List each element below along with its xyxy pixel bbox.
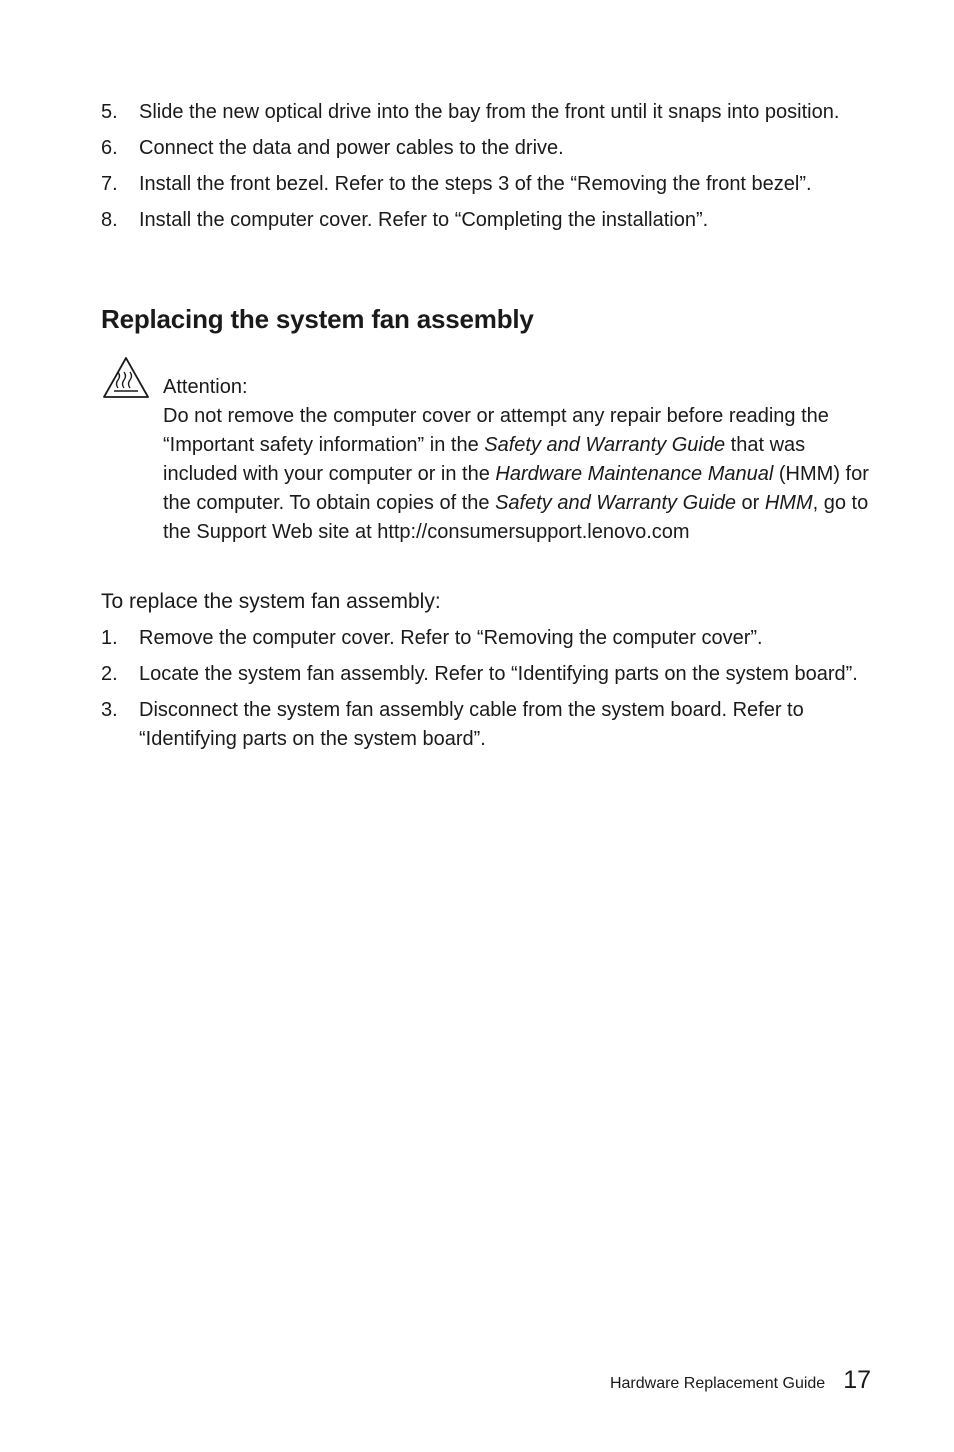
- step-text: Install the front bezel. Refer to the steps 3 of the “Removing the front bezel”.: [139, 173, 812, 195]
- list-item: [101, 660, 881, 689]
- attention-text: (HMM) for the computer. To obtain copies of the: [163, 463, 869, 514]
- step-number: 8.: [101, 209, 118, 231]
- step-text: Install the computer cover. Refer to “Completing the installation”.: [139, 209, 709, 231]
- attention-text: that was included with your computer or in the: [163, 434, 806, 485]
- step-text: Locate the system fan assembly. Refer to “Identifying parts on the system board”.: [139, 663, 858, 685]
- list-item: [101, 170, 881, 199]
- attention-text: Do not remove the computer cover or attempt any repair before reading the “Important safety information” in the: [163, 405, 829, 456]
- procedure-steps-list: [101, 624, 881, 761]
- list-item: [101, 134, 881, 163]
- list-item: [101, 624, 881, 653]
- guide-title: Safety and Warranty Guide: [495, 492, 736, 514]
- attention-label: Attention:: [163, 376, 248, 398]
- page-footer: [610, 1366, 871, 1395]
- hot-surface-warning-icon: [102, 356, 150, 400]
- attention-body: [163, 402, 883, 547]
- step-number: 7.: [101, 173, 118, 195]
- step-text: Disconnect the system fan assembly cable from the system board. Refer to “Identifying parts on the system board”.: [139, 699, 804, 750]
- attention-text: or: [735, 492, 765, 514]
- list-item: [101, 696, 881, 754]
- list-item: [101, 98, 881, 127]
- attention-notice: [163, 373, 883, 547]
- step-number: 1.: [101, 627, 118, 649]
- step-text: Connect the data and power cables to the drive.: [139, 137, 564, 159]
- guide-title: Safety and Warranty Guide: [484, 434, 726, 456]
- page-number: 17: [843, 1366, 871, 1394]
- step-number: 6.: [101, 137, 118, 159]
- section-title: Replacing the system fan assembly: [101, 304, 534, 334]
- step-text: Slide the new optical drive into the bay from the front until it snaps into position.: [139, 101, 840, 123]
- step-number: 2.: [101, 663, 118, 685]
- manual-title: Hardware Maintenance Manual: [495, 463, 774, 485]
- attention-text: , go to the Support Web site at http://consumersupport.lenovo.com: [163, 492, 869, 543]
- step-number: 3.: [101, 699, 118, 721]
- step-number: 5.: [101, 101, 118, 123]
- list-item: [101, 206, 881, 235]
- manual-abbreviation: HMM: [764, 492, 813, 514]
- previous-steps-list: [101, 98, 881, 242]
- step-text: Remove the computer cover. Refer to “Removing the computer cover”.: [139, 627, 763, 649]
- procedure-title: To replace the system fan assembly:: [101, 590, 441, 613]
- footer-title: Hardware Replacement Guide: [609, 1375, 826, 1392]
